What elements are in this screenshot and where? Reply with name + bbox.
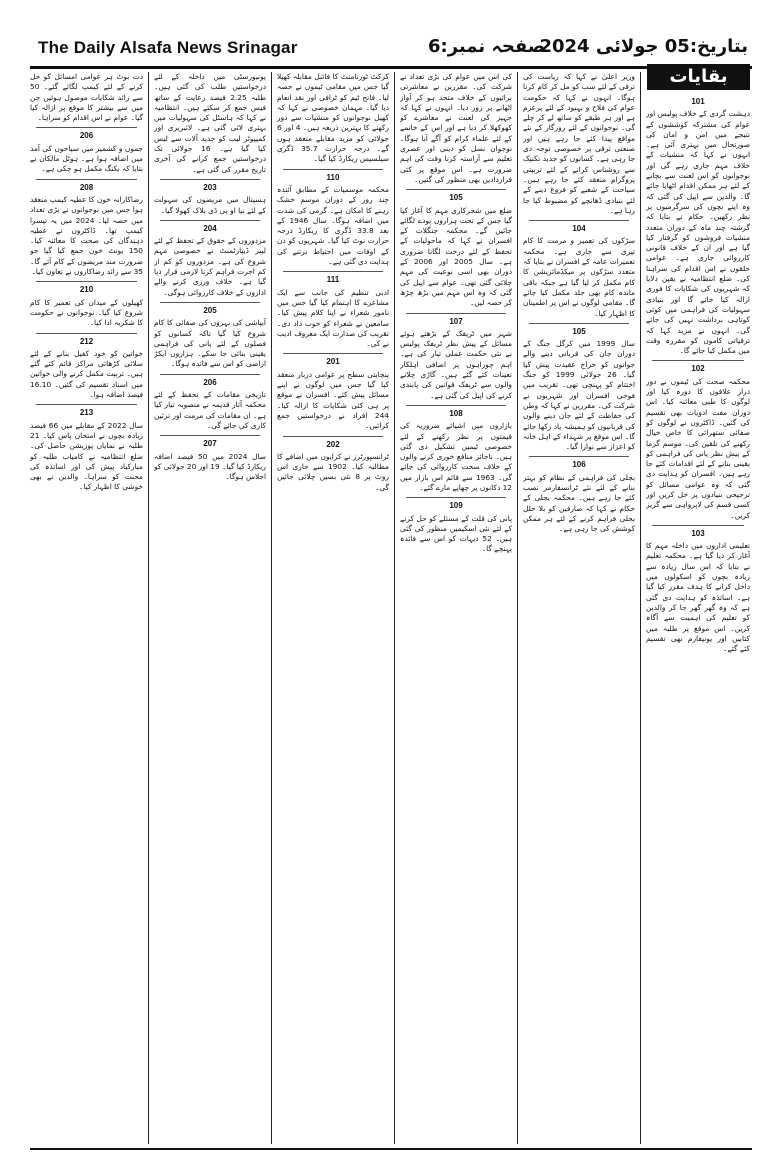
article [30,333,143,401]
article-body: رضاکارانہ خون کا عطیہ کیمپ منعقد ہوا جس میں نوجوانوں نے بڑی تعداد میں حصہ لیا۔ 2024 میں یہ تیسرا کیمپ تھا۔ ڈاکٹروں نے عطیہ دہندگان کی صحت کا معائنہ کیا۔ 150 یونٹ خون جمع کیا گیا جو ضرورت مند مریضوں کے کام آئے گا۔ 35 سے زائد رضاکاروں نے تعاون کیا۔ [30,194,143,277]
article [154,435,266,482]
issue-date: بتاریخ:05 جولائی 2024 [539,36,748,57]
column-6 [30,72,143,1144]
article [646,525,750,655]
article [523,72,635,216]
column-2 [523,72,635,1144]
article-separator [36,179,137,180]
article [400,72,512,185]
article-number: 207 [203,439,217,449]
article-body: ضلع میں شجرکاری مہم کا آغاز کیا گیا جس کے تحت ہزاروں پودے لگائے جائیں گے۔ محکمہ جنگلات کے افسران نے کہا کہ ماحولیات کے تحفظ کے لئے درخت لگانا ضروری ہے۔ سال 2005 اور 2006 کے دوران بھی اسی نوعیت کی مہم چلائی گئی تھی۔ عوام سے اپیل کی گئی کہ وہ اس مہم میں بڑھ چڑھ کر حصہ لیں۔ [400,205,512,308]
column-divider [148,72,149,1144]
article-number: 107 [449,316,463,326]
article-separator [36,404,137,405]
article-separator [283,353,383,354]
article-body: جموں و کشمیر میں سیاحوں کی آمد میں اضافہ ہوا ہے۔ ہوٹل مالکان نے بتایا کہ بکنگ مکمل ہو چکی ہے۔ [30,143,143,174]
article-body: سال 2022 کے مقابلے میں 66 فیصد زیادہ بچوں نے امتحان پاس کیا۔ 21 طلبہ نے نمایاں پوزیشن حاصل کی۔ ضلع انتظامیہ نے کامیاب طلبہ کو مبارکباد پیش کی اور اساتذہ کی محنت کو سراہا۔ والدین نے بھی خوشی کا اظہار کیا۔ [30,420,143,492]
article [154,220,266,298]
article-number: 206 [203,377,217,387]
article-body: یونیورسٹی میں داخلہ کے لئے درخواستیں طلب کی گئی ہیں۔ طلبہ 2.25 فیصد رعایت کے ساتھ فیس جمع کر سکتے ہیں۔ انتظامیہ نے کہا کہ ہاسٹل کی سہولیات میں بہتری لائی گئی ہے۔ لائبریری اور کمپیوٹر لیب کو جدید آلات سے لیس کیا گیا ہے۔ 16 جولائی تک درخواستیں جمع کرانے کی آخری تاریخ مقرر کی گئی ہے۔ [154,72,266,174]
article-number: 202 [326,439,340,449]
article-number: 103 [691,528,705,538]
article-separator [160,374,260,375]
article-number: 201 [326,357,340,367]
article-body: خواتین کو خود کفیل بنانے کے لئے سلائی کڑھائی مراکز قائم کئے گئے ہیں۔ تربیت مکمل کرنے والی خواتین میں اسناد تقسیم کی گئیں۔ 16.10 فیصد اضافہ ہوا۔ [30,348,143,400]
article [523,456,635,534]
article [400,189,512,308]
article [400,313,512,401]
article-number: 205 [203,305,217,315]
article [277,353,389,431]
article-body: کی اس میں عوام کی بڑی تعداد نے شرکت کی۔ مقررین نے معاشرتی برائیوں کے خلاف متحد ہو کر آواز اٹھانے پر زور دیا۔ انہوں نے کہا کہ جہیز کی لعنت نے معاشرے کو کھوکھلا کر دیا ہے اور اس کے خاتمے کے لئے علماء کرام کو آگے آنا ہوگا۔ نوجوان نسل کو دینی اور عصری تعلیم سے آراستہ کرنا وقت کی اہم ضرورت ہے۔ اس موقع پر کئی قراردادیں بھی منظور کی گئیں۔ [400,72,512,184]
article [30,281,143,328]
article-separator [529,323,629,324]
article-body: تعلیمی اداروں میں داخلہ مہم کا آغاز کر دیا گیا ہے۔ محکمہ تعلیم نے بتایا کہ اس سال زیادہ سے زیادہ بچوں کو اسکولوں میں داخل کرانے کا ہدف مقرر کیا گیا ہے۔ اساتذہ کو ہدایت دی گئی ہے کہ وہ گھر گھر جا کر والدین کو تعلیم کی اہمیت سے آگاہ کریں۔ اس موقع پر طلبہ میں کتابیں اور یونیفارم بھی تقسیم کئے گئے۔ [646,541,750,654]
footer-rule [30,1148,752,1150]
article-number: 110 [326,172,340,182]
article-number: 111 [326,275,340,285]
article [646,97,750,356]
article-separator [36,127,137,128]
article-separator [36,333,137,334]
article [646,360,750,520]
article-separator [406,497,506,498]
column-3 [400,72,512,1144]
article [30,179,143,278]
article-body: ٹرانسپورٹرز نے کرایوں میں اضافے کا مطالبہ کیا۔ 1902 سے جاری اس روٹ پر 8 نئی بسیں چلائی جائیں گی۔ [277,451,389,492]
article-body: بجلی کی فراہمی کے نظام کو بہتر بنانے کے لئے نئے ٹرانسفارمر نصب کئے جا رہے ہیں۔ محکمہ بجلی کے حکام نے کہا کہ صارفین کو بلا خلل بجلی فراہم کرنے کے لئے ہر ممکن کوشش کی جا رہی ہے۔ [523,472,635,534]
article-separator [406,405,506,406]
article-number: 104 [572,224,586,234]
article [30,72,143,123]
article-separator [652,525,744,526]
article-number: 105 [449,193,463,203]
article [523,220,635,319]
article-separator [406,313,506,314]
article [277,271,389,349]
article-body: دہشت گردی کے خلاف پولیس اور عوام کی مشترکہ کوششوں کے نتیجے میں امن و امان کی صورتحال میں بہتری آئی ہے۔ انہوں نے کہا کہ منشیات کے خلاف مہم جاری رہے گی اور نوجوانوں کو اس لعنت سے بچانے کے لئے ہر ممکن اقدام اٹھایا جائے گا۔ والدین سے اپیل کی گئی کہ وہ اپنے بچوں کی سرگرمیوں پر نظر رکھیں۔ حکام نے بتایا کہ گزشتہ چند ماہ کے دوران متعدد منشیات فروشوں کو گرفتار کیا گیا ہے اور ان کے خلاف قانونی کارروائی جاری ہے۔ عوامی حلقوں نے اس اقدام کی سراہنا کی۔ ضلع انتظامیہ نے یقین دلایا کہ شہریوں کی شکایات کا فوری ازالہ کیا جائے گا اور بنیادی سہولیات کی فراہمی میں کوئی کوتاہی برداشت نہیں کی جائے گی۔ انہوں نے مزید کہا کہ ترقیاتی کاموں کو مقررہ وقت میں مکمل کیا جائے گا۔ [646,109,750,356]
column-1 [646,94,750,1144]
article-separator [160,302,260,303]
article-number: 208 [79,182,94,192]
article [400,405,512,493]
article-number: 203 [203,182,217,192]
article-separator [283,169,383,170]
article-number: 213 [79,408,94,418]
article-body: سال 1999 میں کرگل جنگ کے دوران جان کی قربانی دینے والے جوانوں کو خراج عقیدت پیش کیا گیا۔ 26 جولائی 1999 کو جنگ اختتام کو پہنچی تھی۔ تقریب میں فوجی افسران اور شہریوں نے شرکت کی۔ مقررین نے کہا کہ وطن کی حفاظت کے لئے جان دینے والوں کی قربانیوں کو ہمیشہ یاد رکھا جائے گا۔ اس موقع پر شہداء کے اہل خانہ کو اعزاز سے نوازا گیا۔ [523,339,635,452]
page-header [30,30,752,66]
article-separator [652,360,744,361]
article-number: 101 [691,97,705,106]
column-divider [271,72,272,1144]
article-body: دت بوٹ ہر عوامی امسائل کو حل کرنے کے لئے کیمپ لگائے گئے۔ 50 سے زائد شکایات موصول ہوئیں جن میں سے بیشتر کا موقع پر ازالہ کیا گیا۔ عوام نے اس اقدام کو سراہا۔ [30,72,143,123]
column-5 [154,72,266,1144]
article-number: 105 [572,326,586,336]
header-rule [30,66,752,69]
article-separator [160,220,260,221]
article [154,374,266,431]
article-body: ادبی تنظیم کی جانب سے ایک مشاعرے کا اہتمام کیا گیا جس میں نامور شعراء نے اپنا کلام پیش کیا۔ سامعین نے شعراء کو خوب داد دی۔ تقریب کی صدارت ایک معروف ادیب نے کی۔ [277,287,389,349]
article-number: 109 [449,501,463,511]
article-number: 206 [79,131,94,141]
section-banner: بقایات [647,64,750,90]
article-separator [529,456,629,457]
column-4 [277,72,389,1144]
article [154,302,266,370]
article-number: 106 [572,460,586,470]
article-body: وزیر اعلیٰ نے کہا کہ ریاست کی ترقی کے لئے سب کو مل کر کام کرنا ہوگا۔ انہوں نے کہا کہ حکومت عوام کی فلاح و بہبود کے لئے پرعزم ہے اور ہر طبقے کو ساتھ لے کر چلے گی۔ نوجوانوں کے لئے روزگار کے نئے مواقع پیدا کئے جا رہے ہیں اور صنعتی ترقی پر خصوصی توجہ دی جا رہی ہے۔ کسانوں کو جدید تکنیک سے روشناس کرانے کے لئے تربیتی پروگرام منعقد کئے جا رہے ہیں۔ سیاحت کے شعبے کو فروغ دینے کے لئے بنیادی ڈھانچے کو مضبوط کیا جا رہا ہے۔ [523,72,635,215]
masthead: The Daily Alsafa News Srinagar [38,38,298,57]
article-separator [283,436,383,437]
article-body: محکمہ موسمیات کے مطابق آئندہ چند روز کے دوران موسم خشک رہنے کا امکان ہے۔ گرمی کی شدت میں اضافہ ہوگا۔ سال 1946 کے بعد 33.8 ڈگری کا ریکارڈ درجہ حرارت نوٹ کیا گیا۔ شہریوں کو دن کے اوقات میں احتیاط برتنے کی ہدایت دی گئی ہے۔ [277,184,389,267]
article-number: 204 [203,223,217,233]
column-divider [517,72,518,1144]
page-number: صفحہ نمبر:6 [428,36,546,57]
article-separator [406,189,506,190]
article [30,127,143,174]
article [523,323,635,453]
article [277,169,389,268]
article-body: پانی کی قلت کے مسئلے کو حل کرنے کے لئے نئی اسکیمیں منظور کی گئی ہیں۔ 52 دیہات کو اس سے فائدہ پہنچے گا۔ [400,513,512,554]
article [154,179,266,216]
article-body: تاریخی مقامات کے تحفظ کے لئے محکمہ آثار قدیمہ نے منصوبہ تیار کیا ہے۔ ان مقامات کی مرمت اور تزئین کاری کی جائے گی۔ [154,390,266,430]
article [30,404,143,492]
article-body: شہر میں ٹریفک کے بڑھتے ہوئے مسائل کے پیش نظر ٹریفک پولیس نے نئی حکمت عملی تیار کی ہے۔ اہم چوراہوں پر اضافی اہلکار تعینات کئے گئے ہیں۔ گاڑی چلانے والوں سے ٹریفک قوانین کی پابندی کرنے کی اپیل کی گئی ہے۔ [400,328,512,400]
article [277,436,389,493]
article-separator [36,281,137,282]
column-divider [640,72,641,1144]
article-body: پنچایتی سطح پر عوامی دربار منعقد کیا گیا جس میں لوگوں نے اپنے مسائل پیش کئے۔ افسران نے موقع پر ہی کئی شکایات کا ازالہ کیا۔ 244 افراد نے درخواستیں جمع کرائیں۔ [277,369,389,431]
article-body: کرکٹ ٹورنامنٹ کا فائنل مقابلہ کھیلا گیا جس میں مقامی ٹیموں نے حصہ لیا۔ فاتح ٹیم کو ٹرافی اور نقد انعام دیا گیا۔ مہمان خصوصی نے کہا کہ کھیل نوجوانوں کو منشیات سے دور رکھنے کا بہترین ذریعہ ہیں۔ 4 اور 6 جولائی کو مزید مقابلے منعقد ہوں گے۔ درجہ حرارت 35.7 ڈگری سیلسیس ریکارڈ کیا گیا۔ [277,72,389,164]
article-number: 102 [691,364,705,374]
article-separator [160,435,260,436]
article-body: مزدوروں کے حقوق کے تحفظ کے لئے لیبر ڈیپارٹمنٹ نے خصوصی مہم شروع کی ہے۔ مزدوروں کو کم از کم اجرت فراہم کرنا لازمی قرار دیا گیا ہے۔ خلاف ورزی کرنے والے اداروں کے خلاف کارروائی ہوگی۔ [154,236,266,297]
article-body: ہسپتال میں مریضوں کی سہولت کے لئے نیا او پی ڈی بلاک کھولا گیا۔ [154,195,266,215]
article-body: محکمہ صحت کی ٹیموں نے دور دراز علاقوں کا دورہ کیا اور لوگوں کا طبی معائنہ کیا۔ اس دوران مفت ادویات بھی تقسیم کی گئیں۔ ڈاکٹروں نے لوگوں کو صفائی ستھرائی کا خاص خیال رکھنے کی تلقین کی۔ موسم گرما کے پیش نظر پانی کی فراہمی کو یقینی بنانے کے لئے اقدامات کئے جا رہے ہیں۔ افسران کو ہدایت دی گئی کہ وہ عوامی مسائل کو ترجیحی بنیادوں پر حل کریں اور کسی قسم کی لاپرواہی سے گریز کریں۔ [646,376,750,520]
article-number: 212 [79,336,94,346]
article [277,72,389,165]
article [154,72,266,175]
column-divider [394,72,395,1144]
article-separator [529,220,629,221]
article-body: آبپاشی کی نہروں کی صفائی کا کام شروع کیا گیا تاکہ کسانوں کو فصلوں کے لئے پانی کی فراہمی یقینی بنائی جا سکے۔ ہزاروں ایکڑ اراضی کو اس سے فائدہ ہوگا۔ [154,318,266,369]
article-number: 108 [449,408,463,418]
article-body: سڑکوں کی تعمیر و مرمت کا کام تیزی سے جاری ہے۔ محکمہ تعمیرات عامہ کے افسران نے بتایا کہ متعدد سڑکوں پر میکڈمائزیشن کا کام مکمل کر لیا گیا ہے جبکہ باقی ماندہ کام بھی جلد مکمل کیا جائے گا۔ مقامی لوگوں نے اس پر اطمینان کا اظہار کیا۔ [523,236,635,318]
article-separator [283,271,383,272]
article-separator [160,179,260,180]
article-number: 210 [79,285,94,295]
article-body: کھیلوں کے میدان کی تعمیر کا کام شروع کیا گیا۔ نوجوانوں نے حکومت کا شکریہ ادا کیا۔ [30,297,143,328]
article-body: سال 2024 میں 50 فیصد اضافہ ریکارڈ کیا گیا۔ 19 اور 20 جولائی کو اجلاس ہوگا۔ [154,451,266,482]
article [400,497,512,554]
article-body: بازاروں میں اشیائے ضروریہ کی قیمتوں پر نظر رکھنے کے لئے خصوصی ٹیمیں تشکیل دی گئی ہیں۔ ناجائز منافع خوری کرنے والوں کے خلاف سخت کارروائی کی جائے گی۔ 1963 سے قائم اس بازار میں 12 دکانوں پر چھاپے مارے گئے۔ [400,421,512,492]
